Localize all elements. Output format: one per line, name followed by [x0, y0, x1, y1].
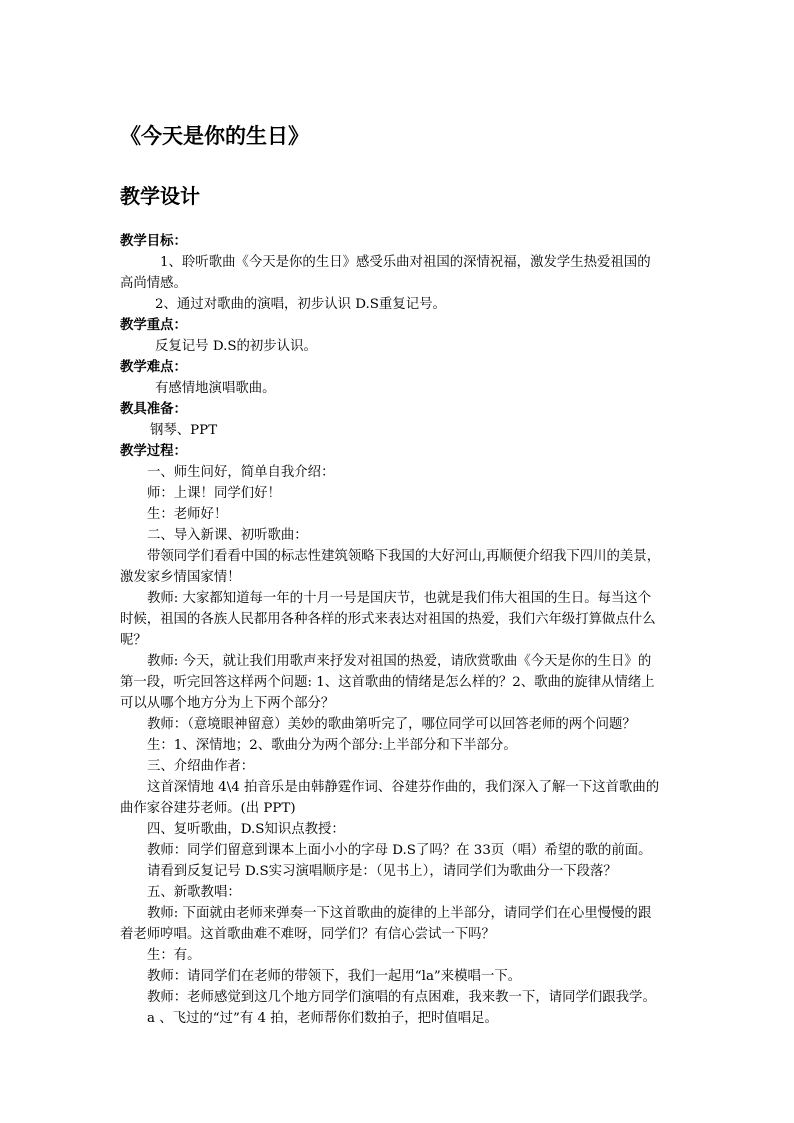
step-2-paragraph-3-line-3: 可以从哪个地方分为上下两个部分？ [120, 696, 335, 711]
step-3-paragraph-1-line-2: 曲作家谷建芬老师。(出 PPT) [120, 801, 296, 816]
step-2-paragraph-2-line-1: 教师: 大家都知道每一年的十月一号是国庆节，也就是我们伟大祖国的生日。每当这个 [147, 591, 652, 606]
step-2-paragraph-2-line-3: 呢？ [120, 633, 147, 648]
step-2-paragraph-3-line-1: 教师: 今天，就让我们用歌声来抒发对祖国的热爱，请欣赏歌曲《今天是你的生日》的 [147, 654, 652, 669]
step-5-paragraph-2: 生：有。 [147, 948, 201, 963]
step-3-heading: 三、介绍曲作者： [147, 759, 255, 774]
focus-text: 反复记号 D.S的初步认识。 [155, 339, 317, 354]
document-title: 《今天是你的生日》 [120, 124, 309, 148]
step-5-paragraph-5: a 、飞过的“过”有 4 拍，老师帮你们数拍子，把时值唱足。 [147, 1011, 498, 1026]
step-5-paragraph-1-line-1: 教师: 下面就由老师来弹奏一下这首歌曲的旋律的上半部分，请同学们在心里慢慢的跟 [147, 906, 652, 921]
focus-heading: 教学重点： [120, 318, 187, 333]
materials-text: 钢琴、PPT [150, 423, 218, 438]
step-2-paragraph-2-line-2: 时候，祖国的各族人民都用各种各样的形式来表达对祖国的热爱，我们六年级打算做点什么 [120, 612, 656, 627]
step-1-student: 生：老师好！ [147, 507, 228, 522]
objective-2: 2、通过对歌曲的演唱，初步认识 D.S重复记号。 [155, 297, 446, 312]
objective-1-line-2: 高尚情感。 [120, 276, 187, 291]
document-subtitle: 教学设计 [120, 184, 200, 208]
document-body [120, 231, 680, 1029]
difficulty-heading: 教学难点： [120, 360, 187, 375]
step-4-paragraph-2: 请看到反复记号 D.S实习演唱顺序是：（见书上），请同学们为歌曲分一下段落？ [147, 864, 617, 879]
step-2-paragraph-1-line-1: 带领同学们看看中国的标志性建筑领略下我国的大好河山,再顺便介绍我下四川的美景， [147, 549, 661, 564]
step-4-heading: 四、复听歌曲，D.S知识点教授： [147, 822, 345, 837]
step-2-paragraph-3-line-2: 第一段，听完回答这样两个问题: 1、这首歌曲的情绪是怎么样的？2、歌曲的旋律从情绪上 [120, 675, 655, 690]
step-5-heading: 五、新歌教唱： [147, 885, 241, 900]
step-3-paragraph-1-line-1: 这首深情地 4\4 拍音乐是由韩静霆作词、谷建芬作曲的，我们深入了解一下这首歌曲的 [147, 780, 660, 795]
step-1-teacher: 师：上课！同学们好！ [147, 486, 281, 501]
step-2-paragraph-5: 生：1、深情地；2、歌曲分为两个部分:上半部分和下半部分。 [147, 738, 517, 753]
objective-1-line-1: 1、聆听歌曲《今天是你的生日》感受乐曲对祖国的深情祝福，激发学生热爱祖国的 [160, 255, 651, 270]
process-heading: 教学过程： [120, 444, 187, 459]
step-4-paragraph-1: 教师：同学们留意到课本上面小小的字母 D.S了吗？在 33页（唱）希望的歌的前面。 [147, 843, 652, 858]
step-5-paragraph-3: 教师：请同学们在老师的带领下，我们一起用“la”来模唱一下。 [147, 969, 522, 984]
materials-heading: 教具准备： [120, 402, 187, 417]
step-2-paragraph-4: 教师：（意境眼神留意）美妙的歌曲第听完了，哪位同学可以回答老师的两个问题？ [147, 717, 636, 732]
step-2-heading: 二、导入新课、初听歌曲： [147, 528, 308, 543]
step-1-heading: 一、师生问好，简单自我介绍： [147, 465, 335, 480]
step-5-paragraph-4: 教师：老师感觉到这几个地方同学们演唱的有点困难，我来教一下，请同学们跟我学。 [147, 990, 656, 1005]
step-5-paragraph-1-line-2: 着老师哼唱。这首歌曲难不难呀，同学们？有信心尝试一下吗？ [120, 927, 495, 942]
difficulty-text: 有感情地演唱歌曲。 [155, 381, 276, 396]
step-2-paragraph-1-line-2: 激发家乡情国家情！ [120, 570, 241, 585]
objectives-heading: 教学目标： [120, 234, 187, 249]
